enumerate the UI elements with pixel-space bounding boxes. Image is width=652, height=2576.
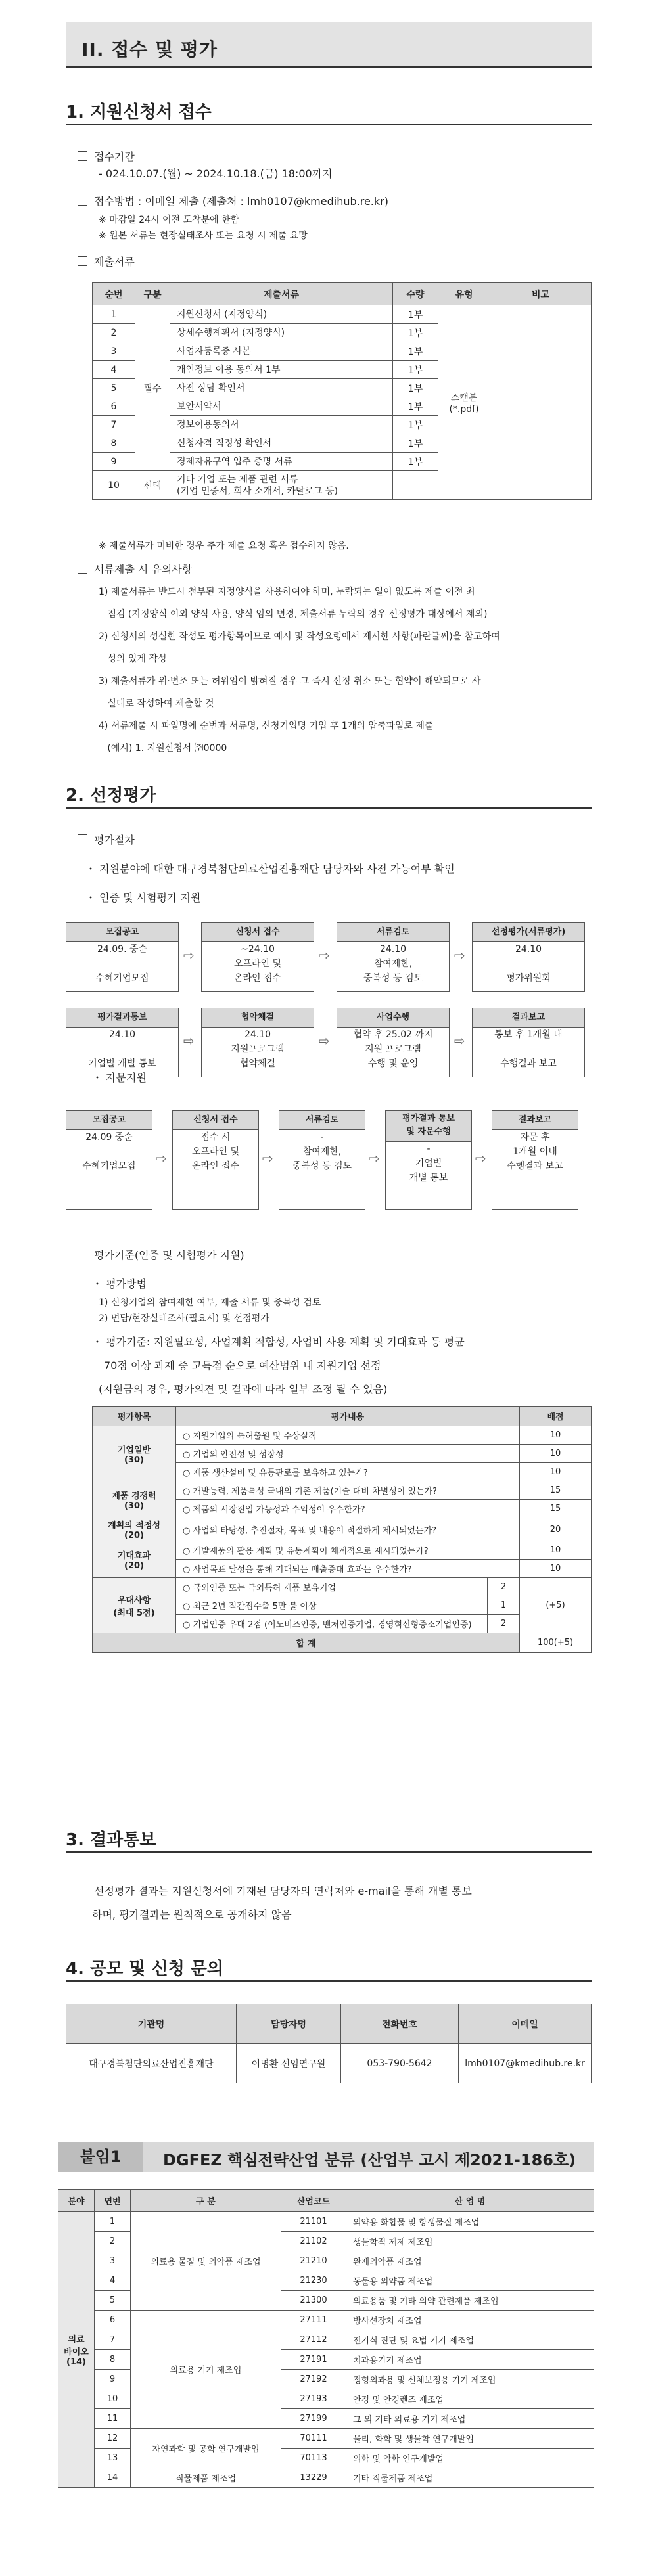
bonus-item: ○ 최근 2년 직간접수출 5만 불 이상 [176,1596,488,1615]
remark-cell [490,305,592,500]
group-cell: 자연과학 및 공학 연구개발업 [131,2429,281,2468]
method-item-1: 1) 신청기업의 참여제한 여부, 제출 서류 및 중복성 검토 [99,1298,321,1308]
doc-name: 보안서약서 [170,397,393,416]
flow-step [201,1008,314,1077]
industry-code: 21102 [281,2232,346,2251]
row-no: 4 [95,2271,131,2291]
arrow-right-icon: ⇨ [454,947,465,963]
doc-name: 사전 상담 확인서 [170,379,393,397]
arrow-right-icon: ⇨ [475,1150,486,1166]
col-header: 산 업 명 [346,2190,594,2212]
note-original: ※ 원본 서류는 현장실태조사 또는 요청 시 제출 요망 [99,231,308,241]
flow-step-desc: 수혜기업모집 [82,1161,136,1171]
flow-step-date: ~24.10 [241,944,275,955]
eval-score: 10 [520,1463,592,1481]
flow-step-title: 서류검토 [337,923,449,942]
contact-table [66,2004,592,2083]
doc-qty [393,471,438,500]
doc-name: 개인정보 이용 동의서 1부 [170,361,393,379]
sum-row [93,1633,592,1653]
doc-no: 3 [93,342,135,361]
flow-step [385,1110,472,1210]
col-header: 평가내용 [176,1407,520,1426]
industry-code: 27191 [281,2350,346,2370]
result-line-2: 하며, 평가결과는 원칙적으로 공개하지 않음 [92,1909,292,1921]
flow-step-desc: 중복성 등 검토 [292,1161,352,1171]
row-no: 1 [95,2212,131,2232]
col-header: 분야 [58,2190,95,2212]
flow-step-title: 모집공고 [66,1111,152,1130]
doc-no: 1 [93,305,135,324]
flow-step-date: 24.10 [515,944,542,955]
eval-category: 우대사항 (최대 5점) [93,1578,176,1633]
industry-name: 의학 및 약학 연구개발업 [346,2449,594,2468]
eval-category: 기업일반 (30) [93,1426,176,1481]
flow-step-title: 서류검토 [279,1111,365,1130]
flow-step-date: - [320,1132,324,1142]
flow-step-title: 평가결과 통보 및 자문수행 [386,1111,471,1142]
col-header: 연번 [95,2190,131,2212]
flow-step-title: 협약체결 [202,1008,314,1028]
eval-item: ○ 제품의 시장진입 가능성과 수익성이 우수한가? [176,1500,520,1518]
eval-category: 기대효과 (20) [93,1541,176,1578]
industry-name: 물리, 화학 및 생물학 연구개발업 [346,2429,594,2449]
industry-code: 27199 [281,2409,346,2429]
doc-qty: 1부 [393,379,438,397]
col-header: 기관명 [66,2004,237,2044]
flow-step-date: - [427,1144,431,1154]
flow-step-desc [473,957,584,971]
industry-name: 동물용 의약품 제조업 [346,2271,594,2291]
optional-cell: 선택 [135,471,170,500]
industry-code: 70113 [281,2449,346,2468]
period-label: 접수기간 [94,150,135,163]
evaluation-table [92,1406,592,1653]
industry-code: 13229 [281,2468,346,2488]
flow-step-desc: 지원 프로그램 [365,1044,421,1054]
doc-qty: 1부 [393,324,438,342]
doc-qty: 1부 [393,453,438,471]
caution-label: 서류제출 시 유의사항 [94,563,193,576]
caution-line: 1) 제출서류는 반드시 첨부된 지정양식을 사용하여야 하며, 누락되는 일이 없도록 제출 이전 최 [99,587,478,597]
doc-qty: 1부 [393,361,438,379]
flow-step-desc: 지원프로그램 [231,1044,285,1054]
flow-step-desc [66,957,178,971]
doc-name: 신청자격 적정성 확인서 [170,434,393,453]
method-item-2: 2) 면담/현장실태조사(필요시) 및 선정평가 [99,1313,269,1324]
flow-step-title: 사업수행 [337,1008,449,1028]
caution-label-line [78,562,192,577]
section-1-rule [66,124,592,125]
section-3-title: 3. 결과통보 [66,1830,156,1850]
section-1-title: 1. 지원신청서 접수 [66,102,212,122]
flow-step-desc: 기업별 [415,1158,442,1169]
section-2-rule [66,807,592,809]
eval-score: 10 [520,1445,592,1463]
criteria-desc-1: 평가기준: 지원필요성, 사업계획 적합성, 사업비 사용 계획 및 기대효과 등 평균 [106,1336,465,1348]
flow-step-desc: 협약체결 [239,1058,276,1069]
flow-step-desc: 기업별 개별 통보 [88,1058,156,1069]
flow-step-desc: 수행결과 보고 [500,1058,557,1069]
table-note: ※ 제출서류가 미비한 경우 추가 제출 요청 혹은 접수하지 않음. [99,541,349,551]
flow-step-desc [66,1042,178,1056]
section-2-title: 2. 선정평가 [66,786,156,805]
flow-step [337,1008,450,1077]
eval-score: 10 [520,1560,592,1578]
eval-score: 20 [520,1518,592,1541]
flow-step-desc: 온라인 접수 [233,973,282,983]
arrow-right-icon: ⇨ [183,947,195,963]
group-cell: 의료용 기기 제조업 [131,2311,281,2429]
flow-step-title: 선정평가(서류평가) [473,923,584,942]
col-header: 유형 [438,283,490,305]
industry-table [58,2189,594,2488]
eval-item: ○ 개발제품의 활용 계획 및 유통계획이 체계적으로 제시되었는가? [176,1541,520,1560]
section-3-rule [66,1851,592,1853]
industry-code: 27112 [281,2330,346,2350]
eval-category: 제품 경쟁력 (30) [93,1481,176,1518]
flow-step [279,1110,365,1210]
arrow-right-icon: ⇨ [369,1150,380,1166]
flow-step-date: 협약 후 25.02 까지 [353,1029,433,1040]
bullet-line-3: ・ 자문지원 [92,1072,147,1084]
row-no: 13 [95,2449,131,2468]
row-no: 7 [95,2330,131,2350]
annex-title: DGFEZ 핵심전략산업 분류 (산업부 고시 제2021-186호) [163,2151,576,2169]
group-cell: 직물제품 제조업 [131,2468,281,2488]
caution-line: 성의 있게 작성 [99,654,167,664]
eval-score: 15 [520,1500,592,1518]
col-header: 순번 [93,283,135,305]
flow-step-date: 24.09. 중순 [97,944,148,955]
group-cell: 의료용 물질 및 의약품 제조업 [131,2212,281,2311]
industry-code: 27193 [281,2389,346,2409]
docs-label-line [78,255,135,269]
arrow-right-icon: ⇨ [262,1150,273,1166]
arrow-right-icon: ⇨ [156,1150,167,1166]
col-header: 제출서류 [170,283,393,305]
section-4-title: 4. 공모 및 신청 문의 [66,1959,223,1979]
part-header-rule [66,66,592,68]
industry-name: 안경 및 안경렌즈 제조업 [346,2389,594,2409]
flow-step-desc: 1개월 이내 [513,1146,557,1157]
doc-name: 기타 기업 또는 제품 관련 서류 (기업 인증서, 회사 소개서, 카탈로그 등) [170,471,393,500]
doc-no: 5 [93,379,135,397]
row-no: 14 [95,2468,131,2488]
contact-org: 대구경북첨단의료산업진흥재단 [66,2044,237,2083]
flow-step [337,922,450,992]
row-no: 6 [95,2311,131,2330]
doc-no: 8 [93,434,135,453]
table-row [93,1578,592,1596]
flow-step-date: 접수 시 [200,1132,231,1142]
table-row [93,1426,592,1445]
docs-label: 제출서류 [94,256,135,268]
flow-step-desc: 온라인 접수 [191,1161,240,1171]
doc-no: 4 [93,361,135,379]
industry-name: 전기식 진단 및 요법 기기 제조업 [346,2330,594,2350]
flow-step [492,1110,578,1210]
doc-no: 10 [93,471,135,500]
bonus-score: 2 [488,1578,520,1596]
col-header: 구분 [135,283,170,305]
doc-name: 경제자유구역 입주 증명 서류 [170,453,393,471]
industry-code: 27111 [281,2311,346,2330]
table-row [93,1481,592,1500]
bullet-text-1: 지원분야에 대한 대구경북첨단의료산업진흥재단 담당자와 사전 가능여부 확인 [99,863,455,875]
flow-step-title: 모집공고 [66,923,178,942]
doc-qty: 1부 [393,397,438,416]
method-label: 평가방법 [106,1278,147,1290]
doc-name: 상세수행계획서 (지정양식) [170,324,393,342]
flow-step-desc: 참여제한, [373,959,413,969]
flow-step [472,922,585,992]
period-value: - 024.10.07.(월) ~ 2024.10.18.(금) 18:00까지 [99,168,333,180]
bullet-line-2: ・ 인증 및 시험평가 지원 [85,892,201,904]
arrow-right-icon: ⇨ [183,1033,195,1049]
caution-line: 3) 제출서류가 위·변조 또는 허위임이 밝혀질 경우 그 즉시 선정 취소 또는 협약이 해약되므로 사 [99,676,481,687]
eval-score: 10 [520,1426,592,1445]
flow-step-desc: 개별 통보 [409,1173,448,1183]
flow-step-desc: 평가위원회 [506,973,551,983]
bonus-item: ○ 국외인증 또는 국외특허 제품 보유기업 [176,1578,488,1596]
industry-name: 정형외과용 및 신체보정용 기기 제조업 [346,2370,594,2389]
flow-step [66,1008,179,1077]
caution-line: 2) 신청서의 성실한 작성도 평가항목이므로 예시 및 작성요령에서 제시한 사항(파란글씨)을 참고하여 [99,631,500,642]
proc-label-line [78,833,135,847]
eval-score: 15 [520,1481,592,1500]
table-row [93,1518,592,1541]
industry-name: 생물학적 제제 제조업 [346,2232,594,2251]
industry-name: 기타 직물제품 제조업 [346,2468,594,2488]
doc-no: 7 [93,416,135,434]
industry-name: 그 외 기타 의료용 기기 제조업 [346,2409,594,2429]
flow-step-desc [473,1042,584,1056]
flow-step-date: 통보 후 1개월 내 [494,1029,563,1040]
industry-name: 완제의약품 제조업 [346,2251,594,2271]
field-cell: 의료 바이오 (14) [58,2212,95,2488]
square-bullet-icon [78,151,87,161]
contact-email[interactable]: lmh0107@kmedihub.re.kr [459,2044,592,2083]
method-text: 접수방법 : 이메일 제출 (제출처 : lmh0107@kmedihub.re.kr) [94,195,388,208]
eval-item: ○ 사업의 타당성, 추진절차, 목표 및 내용이 적절하게 제시되었는가? [176,1518,520,1541]
arrow-right-icon: ⇨ [319,1033,330,1049]
annex-banner [58,2142,594,2172]
flow-step [201,922,314,992]
doc-name: 정보이용동의서 [170,416,393,434]
flow-step-desc: 오프라인 및 [233,959,282,969]
caution-line: 점검 (지정양식 이외 양식 사용, 양식 임의 변경, 제출서류 누락의 경우 선정평가 대상에서 제외) [99,609,488,620]
table-row [93,305,592,324]
flow-step-desc [66,1144,152,1159]
col-header: 구 분 [131,2190,281,2212]
caution-line: (예시) 1. 지원신청서 ㈜0000 [99,743,227,754]
method-label-line: ・ 평가방법 [92,1278,147,1290]
industry-code: 21101 [281,2212,346,2232]
industry-code: 21210 [281,2251,346,2271]
doc-qty: 1부 [393,342,438,361]
eval-item: ○ 사업목표 달성을 통해 기대되는 매출증대 효과는 우수한가? [176,1560,520,1578]
industry-code: 70111 [281,2429,346,2449]
criteria-desc-line: ・ 평가기준: 지원필요성, 사업계획 적합성, 사업비 사용 계획 및 기대효과 등 평균 [92,1336,465,1348]
annex-label: 붙임1 [58,2142,143,2172]
table-row [58,2429,594,2449]
flow-step-title: 신청서 접수 [173,1111,258,1130]
doc-no: 9 [93,453,135,471]
doc-qty: 1부 [393,305,438,324]
arrow-right-icon: ⇨ [454,1033,465,1049]
note-deadline: ※ 마감일 24시 이전 도착분에 한함 [99,215,240,225]
square-bullet-icon [78,196,87,206]
row-no: 12 [95,2429,131,2449]
flow-step [472,1008,585,1077]
bonus-item: ○ 기업인증 우대 2점 (이노비즈인증, 벤처인증기업, 경영혁신형중소기업인증) [176,1615,488,1633]
type-cell: 스캔본 (*.pdf) [438,305,490,500]
bullet-line-1: ・ 지원분야에 대한 대구경북첨단의료산업진흥재단 담당자와 사전 가능여부 확인 [85,863,455,875]
eval-item: ○ 개발능력, 제품특성 국내외 기존 제품(기술 대비 차별성이 있는가? [176,1481,520,1500]
criteria-label: 평가기준(인증 및 시험평가 지원) [94,1249,244,1261]
part-header [66,22,592,68]
square-bullet-icon [78,564,87,574]
flow-step-desc: 수행 및 운영 [367,1058,419,1069]
flow-step-desc: 수혜기업모집 [95,973,149,983]
caution-list [99,581,598,759]
square-bullet-icon [78,1250,87,1259]
doc-name: 지원신청서 (지정양식) [170,305,393,324]
table-row [58,2212,594,2232]
flow-step-title: 결과보고 [473,1008,584,1028]
criteria-desc-2: 70점 이상 과제 중 고득점 순으로 예산범위 내 지원기업 선정 [104,1359,381,1372]
square-bullet-icon [78,1886,87,1895]
bullet-text-2: 인증 및 시험평가 지원 [99,892,201,904]
flow-step [172,1110,259,1210]
sum-label: 합 계 [93,1633,520,1653]
period-label-line [78,150,135,164]
row-no: 10 [95,2389,131,2409]
flow-step-date: 24.10 [379,944,407,955]
industry-name: 치과용기기 제조업 [346,2350,594,2370]
col-header: 평가항목 [93,1407,176,1426]
table-row [58,2468,594,2488]
required-cell: 필수 [135,305,170,471]
bullet-text-3: 자문지원 [106,1072,147,1084]
doc-no: 6 [93,397,135,416]
criteria-desc-3: (지원금의 경우, 평가의견 및 결과에 따라 일부 조정 될 수 있음) [99,1383,388,1395]
flow-step-date: 24.10 [244,1029,271,1040]
table-row [58,2311,594,2330]
flow-step-date: 24.10 [108,1029,136,1040]
flow-step-desc: 중복성 등 검토 [363,973,423,983]
sum-value: 100(+5) [520,1633,592,1653]
industry-name: 방사선장치 제조업 [346,2311,594,2330]
square-bullet-icon [78,834,87,844]
bonus-score: 2 [488,1615,520,1633]
bonus-score: 1 [488,1596,520,1615]
proc-label: 평가절차 [94,834,135,846]
flow-step-title: 신청서 접수 [202,923,314,942]
bonus-total: (+5) [520,1578,592,1633]
col-header: 배점 [520,1407,592,1426]
method-line [78,194,388,209]
row-no: 3 [95,2251,131,2271]
row-no: 9 [95,2370,131,2389]
industry-code: 27192 [281,2370,346,2389]
eval-category: 계획의 적정성 (20) [93,1518,176,1541]
eval-item: ○ 지원기업의 특허출원 및 수상실적 [176,1426,520,1445]
contact-person: 이명환 선임연구원 [237,2044,341,2083]
square-bullet-icon [78,256,87,266]
flow-step-desc: 참여제한, [302,1146,342,1157]
result-line-1-wrap [78,1884,472,1899]
col-header: 산업코드 [281,2190,346,2212]
flow-step-date: 자문 후 [520,1132,550,1142]
criteria-label-line [78,1248,244,1263]
flow-step-desc: 오프라인 및 [191,1146,240,1157]
flow-step-title: 결과보고 [492,1111,578,1130]
table-row [93,1541,592,1560]
flow-step [66,1110,152,1210]
doc-qty: 1부 [393,434,438,453]
industry-name: 의료용품 및 기타 의약 관련제품 제조업 [346,2291,594,2311]
row-no: 2 [95,2232,131,2251]
eval-item: ○ 기업의 안전성 및 성장성 [176,1445,520,1463]
flow-step-desc: 수행결과 보고 [507,1161,563,1171]
caution-line: 실대로 작성하여 제출할 것 [99,698,214,709]
row-no: 5 [95,2291,131,2311]
row-no: 8 [95,2350,131,2370]
section-4-rule [66,1980,592,1982]
flow-step-title: 평가결과통보 [66,1008,178,1028]
caution-line: 4) 서류제출 시 파일명에 순번과 서류명, 신청기업명 기입 후 1개의 압축파일로 제출 [99,721,434,731]
arrow-right-icon: ⇨ [319,947,330,963]
industry-code: 21230 [281,2271,346,2291]
industry-code: 21300 [281,2291,346,2311]
doc-no: 2 [93,324,135,342]
part-header-title: II. 접수 및 평가 [82,39,218,60]
row-no: 11 [95,2409,131,2429]
industry-name: 의약용 화합물 및 항생물질 제조업 [346,2212,594,2232]
eval-score: 10 [520,1541,592,1560]
flow-step [66,922,179,992]
doc-name: 사업자등록증 사본 [170,342,393,361]
result-line-1: 선정평가 결과는 지원신청서에 기재된 담당자의 연락처와 e-mail을 통해 개별 통보 [94,1885,472,1897]
col-header: 수량 [393,283,438,305]
flow-step-date: 24.09 중순 [85,1132,133,1142]
doc-qty: 1부 [393,416,438,434]
col-header: 비고 [490,283,592,305]
col-header: 이메일 [459,2004,592,2044]
contact-phone: 053-790-5642 [341,2044,459,2083]
col-header: 담당자명 [237,2004,341,2044]
documents-table [92,282,592,500]
eval-item: ○ 제품 생산설비 및 유통판로를 보유하고 있는가? [176,1463,520,1481]
col-header: 전화번호 [341,2004,459,2044]
